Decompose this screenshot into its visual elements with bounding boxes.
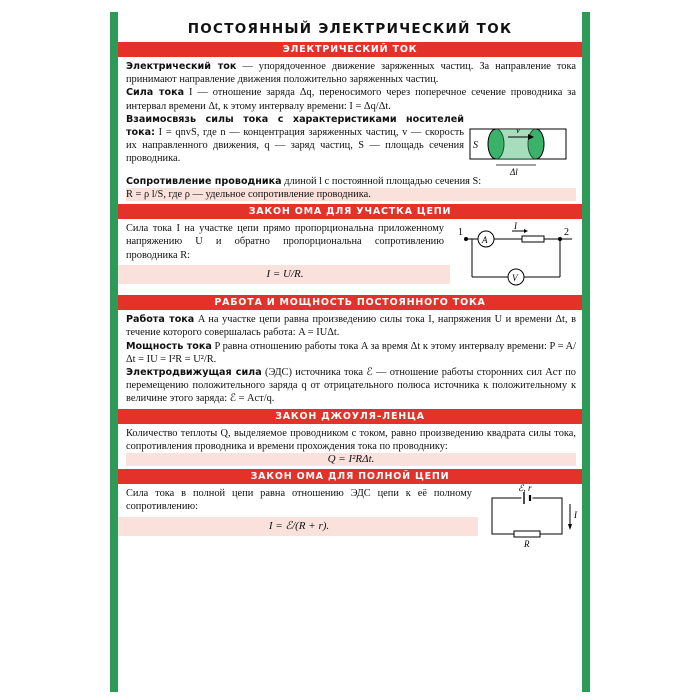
ammeter-label: A	[482, 235, 488, 246]
ohm-circuit-figure	[450, 219, 582, 295]
current-relation-text: I = qnvS, где n — концентрация заряженных частиц, v — скорость их направленного движения, q — заряд частиц, S — площадь сечения проводника.	[126, 127, 464, 165]
term-power: Мощность тока	[126, 340, 212, 352]
power	[126, 340, 576, 366]
current-strength	[126, 86, 576, 112]
fig-label-dl: Δl	[510, 166, 518, 175]
page-title: ПОСТОЯННЫЙ ЭЛЕКТРИЧЕСКИЙ ТОК	[118, 12, 582, 42]
term-work: Работа тока	[126, 314, 195, 326]
emf-text: (ЭДС) источника тока ℰ — отношение работы сторонних сил Aст по перемещению положительного заряда q от отрицательного полюса источника к положительному к величине этого заряда: ℰ = Aст/q.	[126, 367, 576, 405]
voltmeter-label: V	[512, 273, 518, 284]
current-relation	[126, 113, 464, 175]
work-text: A на участке цепи равна произведению силы тока I, напряжения U и времени Δt, в течение которого совершалась работа: A = IUΔt.	[126, 314, 576, 339]
ohm-node-1: 1	[458, 227, 463, 239]
poster-frame	[110, 12, 590, 692]
ohm-full-formula: I = ℰ/(R + r).	[118, 517, 478, 536]
term-resistance: Сопротивление проводника	[126, 175, 282, 187]
fig-label-s: S	[473, 139, 478, 151]
joule-text: Количество теплоты Q, выделяемое проводником с током, равно произведению квадрата силы тока, сопротивления проводника и времени прохождения тока по проводнику:	[126, 427, 576, 452]
full-circuit-figure	[478, 484, 582, 548]
work	[126, 313, 576, 339]
joule-formula: Q = I²RΔt.	[126, 453, 576, 466]
resistance	[126, 175, 576, 188]
current-strength-text: I — отношение заряда Δq, переносимого через поперечное сечение проводника за интервал времени Δt, к этому интервалу времени: I = Δq/Δt.	[126, 87, 577, 112]
ohm-formula: I = U/R.	[118, 265, 450, 284]
ohm-text: Сила тока I на участке цепи прямо пропорциональна приложенному напряжению U и обратно пропорциональна сопротивлению проводника R:	[126, 223, 444, 261]
section-header-ohm-full: ЗАКОН ОМА ДЛЯ ПОЛНОЙ ЦЕПИ	[118, 469, 582, 484]
section-current	[118, 57, 582, 204]
conductor-figure	[464, 113, 576, 175]
external-resistor-label: R	[524, 539, 530, 549]
poster-sheet	[118, 12, 582, 692]
section-power	[118, 310, 582, 408]
emf-label: ℰ, r	[518, 484, 532, 494]
current-definition	[126, 60, 576, 86]
section-joule	[118, 424, 582, 470]
current-definition-text: — упорядоченное движение заряженных частиц. За направление тока принимают направление движения положительно заряженных частиц.	[126, 61, 576, 86]
ohm-node-2: 2	[564, 227, 569, 239]
ohm-full-text-column	[118, 484, 478, 548]
term-strength: Сила тока	[126, 87, 185, 99]
section-ohm	[118, 219, 582, 295]
resistance-formula: R = ρ l/S, где ρ — удельное сопротивление проводника.	[126, 188, 576, 201]
section-header-power: РАБОТА И МОЩНОСТЬ ПОСТОЯННОГО ТОКА	[118, 295, 582, 310]
section-header-current: ЭЛЕКТРИЧЕСКИЙ ТОК	[118, 42, 582, 57]
ohm-current-label: I	[514, 221, 517, 232]
term-emf: Электродвижущая сила	[126, 367, 262, 379]
ohm-full-text: Сила тока в полной цепи равна отношению ЭДС цепи к её полному сопротивлению:	[126, 488, 472, 513]
power-text: P равна отношению работы тока A за время Δt к этому интервалу времени: P = A/Δt = IU = I²R = U²/R.	[126, 340, 576, 365]
section-ohm-full	[118, 484, 582, 548]
term-current: Электрический ток	[126, 61, 237, 72]
fig-label-v: v	[516, 124, 520, 135]
term-relation: Взаимосвязь силы тока с характеристиками носителей тока:	[126, 113, 464, 139]
ohm-text-column	[118, 219, 450, 295]
full-current-label: I	[574, 510, 577, 521]
resistance-text: длиной l с постоянной площадью сечения S:	[281, 175, 482, 187]
relation-row	[126, 113, 576, 175]
section-header-ohm: ЗАКОН ОМА ДЛЯ УЧАСТКА ЦЕПИ	[118, 204, 582, 219]
emf	[126, 366, 576, 406]
section-header-joule: ЗАКОН ДЖОУЛЯ–ЛЕНЦА	[118, 409, 582, 424]
